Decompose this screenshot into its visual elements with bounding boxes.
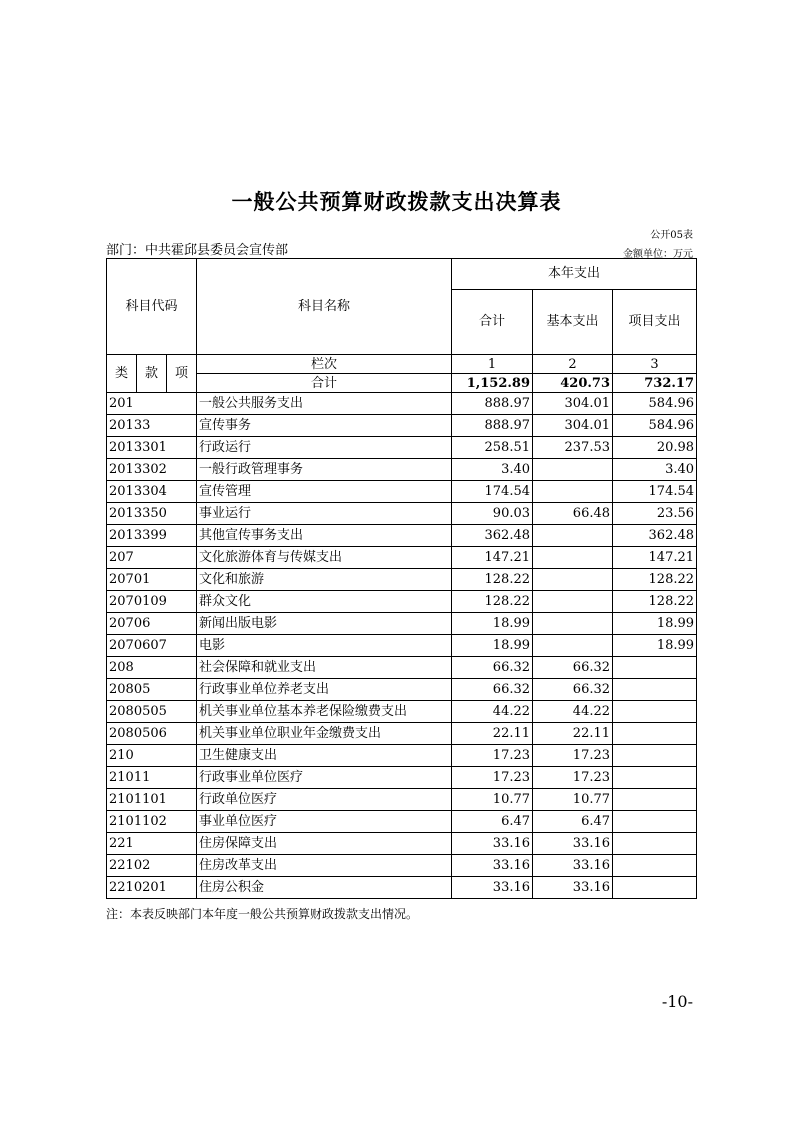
row-code: 2013350 xyxy=(107,503,197,525)
row-total: 33.16 xyxy=(452,855,533,877)
table-row xyxy=(107,767,697,789)
header-col2: 2 xyxy=(533,355,613,374)
row-project: 584.96 xyxy=(613,415,697,437)
row-name: 行政运行 xyxy=(197,437,452,459)
table-row xyxy=(107,437,697,459)
row-name: 住房公积金 xyxy=(197,877,452,899)
row-basic xyxy=(533,547,613,569)
row-basic: 17.23 xyxy=(533,745,613,767)
row-name: 一般公共服务支出 xyxy=(197,393,452,415)
table-row xyxy=(107,811,697,833)
header-basic: 基本支出 xyxy=(533,290,613,355)
row-code: 201 xyxy=(107,393,197,415)
table-row xyxy=(107,415,697,437)
row-name: 其他宣传事务支出 xyxy=(197,525,452,547)
table-row xyxy=(107,393,697,415)
table-row xyxy=(107,481,697,503)
row-project xyxy=(613,767,697,789)
row-project xyxy=(613,723,697,745)
row-code: 20701 xyxy=(107,569,197,591)
row-name: 行政单位医疗 xyxy=(197,789,452,811)
row-project xyxy=(613,701,697,723)
header-kuan: 款 xyxy=(137,355,167,393)
row-basic: 22.11 xyxy=(533,723,613,745)
row-total: 44.22 xyxy=(452,701,533,723)
row-code: 2070109 xyxy=(107,591,197,613)
row-name: 新闻出版电影 xyxy=(197,613,452,635)
form-number: 公开05表 xyxy=(650,230,693,241)
header-lei: 类 xyxy=(107,355,137,393)
row-name: 住房保障支出 xyxy=(197,833,452,855)
table-row xyxy=(107,679,697,701)
row-basic: 237.53 xyxy=(533,437,613,459)
row-project: 18.99 xyxy=(613,635,697,657)
row-name: 机关事业单位基本养老保险缴费支出 xyxy=(197,701,452,723)
page-title: 一般公共预算财政拨款支出决算表 xyxy=(231,189,562,214)
budget-table xyxy=(106,258,697,899)
row-name: 文化旅游体育与传媒支出 xyxy=(197,547,452,569)
table-row xyxy=(107,745,697,767)
header-lanci: 栏次 xyxy=(197,355,452,374)
row-total: 66.32 xyxy=(452,657,533,679)
table-row xyxy=(107,635,697,657)
row-basic: 10.77 xyxy=(533,789,613,811)
row-project xyxy=(613,833,697,855)
amount-unit: 金额单位：万元 xyxy=(623,249,693,260)
row-basic: 17.23 xyxy=(533,767,613,789)
row-basic: 66.32 xyxy=(533,657,613,679)
row-basic: 6.47 xyxy=(533,811,613,833)
row-name: 行政事业单位养老支出 xyxy=(197,679,452,701)
table-row xyxy=(107,855,697,877)
row-total: 90.03 xyxy=(452,503,533,525)
row-total: 128.22 xyxy=(452,591,533,613)
row-basic xyxy=(533,591,613,613)
header-year-spend: 本年支出 xyxy=(452,259,697,290)
row-code: 210 xyxy=(107,745,197,767)
row-basic xyxy=(533,613,613,635)
row-project: 3.40 xyxy=(613,459,697,481)
row-total: 174.54 xyxy=(452,481,533,503)
row-name: 社会保障和就业支出 xyxy=(197,657,452,679)
table-row xyxy=(107,569,697,591)
row-name: 卫生健康支出 xyxy=(197,745,452,767)
table-row xyxy=(107,591,697,613)
row-basic xyxy=(533,481,613,503)
row-total: 888.97 xyxy=(452,415,533,437)
row-code: 20133 xyxy=(107,415,197,437)
row-name: 宣传事务 xyxy=(197,415,452,437)
header-project: 项目支出 xyxy=(613,290,697,355)
header-name: 科目名称 xyxy=(197,259,452,355)
row-project: 174.54 xyxy=(613,481,697,503)
row-total: 128.22 xyxy=(452,569,533,591)
row-basic: 44.22 xyxy=(533,701,613,723)
table-row xyxy=(107,877,697,899)
header-total: 合计 xyxy=(452,290,533,355)
row-project: 128.22 xyxy=(613,569,697,591)
row-basic: 33.16 xyxy=(533,877,613,899)
table-row xyxy=(107,657,697,679)
row-basic: 66.32 xyxy=(533,679,613,701)
row-name: 群众文化 xyxy=(197,591,452,613)
row-code: 20805 xyxy=(107,679,197,701)
row-basic xyxy=(533,525,613,547)
row-project: 128.22 xyxy=(613,591,697,613)
row-code: 208 xyxy=(107,657,197,679)
header-row-3 xyxy=(107,355,697,374)
table-row xyxy=(107,789,697,811)
row-code: 2101101 xyxy=(107,789,197,811)
row-project xyxy=(613,877,697,899)
row-total: 66.32 xyxy=(452,679,533,701)
row-total: 10.77 xyxy=(452,789,533,811)
row-project: 584.96 xyxy=(613,393,697,415)
row-total: 33.16 xyxy=(452,877,533,899)
row-total: 33.16 xyxy=(452,833,533,855)
row-name: 事业单位医疗 xyxy=(197,811,452,833)
row-total: 18.99 xyxy=(452,613,533,635)
row-basic: 33.16 xyxy=(533,855,613,877)
row-total: 18.99 xyxy=(452,635,533,657)
header-code: 科目代码 xyxy=(107,259,197,355)
row-project xyxy=(613,789,697,811)
row-basic: 66.48 xyxy=(533,503,613,525)
row-code: 2210201 xyxy=(107,877,197,899)
table-row xyxy=(107,459,697,481)
page-number: -10- xyxy=(661,992,693,1011)
row-name: 宣传管理 xyxy=(197,481,452,503)
row-project xyxy=(613,745,697,767)
sum-total: 1,152.89 xyxy=(452,374,533,393)
row-basic: 304.01 xyxy=(533,393,613,415)
row-code: 2013302 xyxy=(107,459,197,481)
row-code: 221 xyxy=(107,833,197,855)
row-name: 电影 xyxy=(197,635,452,657)
row-code: 21011 xyxy=(107,767,197,789)
row-total: 147.21 xyxy=(452,547,533,569)
row-code: 2080506 xyxy=(107,723,197,745)
row-basic: 304.01 xyxy=(533,415,613,437)
table-row xyxy=(107,701,697,723)
row-name: 事业运行 xyxy=(197,503,452,525)
row-code: 22102 xyxy=(107,855,197,877)
row-name: 机关事业单位职业年金缴费支出 xyxy=(197,723,452,745)
row-total: 362.48 xyxy=(452,525,533,547)
row-name: 一般行政管理事务 xyxy=(197,459,452,481)
row-project: 18.99 xyxy=(613,613,697,635)
row-project: 147.21 xyxy=(613,547,697,569)
row-code: 20706 xyxy=(107,613,197,635)
header-xiang: 项 xyxy=(167,355,197,393)
row-total: 17.23 xyxy=(452,745,533,767)
table-row xyxy=(107,503,697,525)
row-code: 2070607 xyxy=(107,635,197,657)
header-col1: 1 xyxy=(452,355,533,374)
sum-label: 合计 xyxy=(197,374,452,393)
table-row xyxy=(107,723,697,745)
row-basic xyxy=(533,569,613,591)
row-name: 行政事业单位医疗 xyxy=(197,767,452,789)
row-code: 2080505 xyxy=(107,701,197,723)
row-total: 3.40 xyxy=(452,459,533,481)
sum-basic: 420.73 xyxy=(533,374,613,393)
row-project xyxy=(613,657,697,679)
table-note: 注：本表反映部门本年度一般公共预算财政拨款支出情况。 xyxy=(106,907,419,921)
row-project xyxy=(613,811,697,833)
department-label: 部门：中共霍邱县委员会宣传部 xyxy=(106,243,289,258)
row-name: 住房改革支出 xyxy=(197,855,452,877)
row-total: 888.97 xyxy=(452,393,533,415)
row-code: 2013301 xyxy=(107,437,197,459)
row-project: 23.56 xyxy=(613,503,697,525)
row-basic xyxy=(533,459,613,481)
row-project xyxy=(613,855,697,877)
row-project xyxy=(613,679,697,701)
table-row xyxy=(107,833,697,855)
sum-project: 732.17 xyxy=(613,374,697,393)
row-basic: 33.16 xyxy=(533,833,613,855)
table-row xyxy=(107,525,697,547)
row-code: 207 xyxy=(107,547,197,569)
table-row xyxy=(107,547,697,569)
header-row-1 xyxy=(107,259,697,290)
row-project: 362.48 xyxy=(613,525,697,547)
header-col3: 3 xyxy=(613,355,697,374)
row-code: 2013304 xyxy=(107,481,197,503)
row-total: 6.47 xyxy=(452,811,533,833)
table-row xyxy=(107,613,697,635)
row-name: 文化和旅游 xyxy=(197,569,452,591)
row-total: 258.51 xyxy=(452,437,533,459)
row-total: 17.23 xyxy=(452,767,533,789)
row-basic xyxy=(533,635,613,657)
row-project: 20.98 xyxy=(613,437,697,459)
row-total: 22.11 xyxy=(452,723,533,745)
row-code: 2101102 xyxy=(107,811,197,833)
row-code: 2013399 xyxy=(107,525,197,547)
